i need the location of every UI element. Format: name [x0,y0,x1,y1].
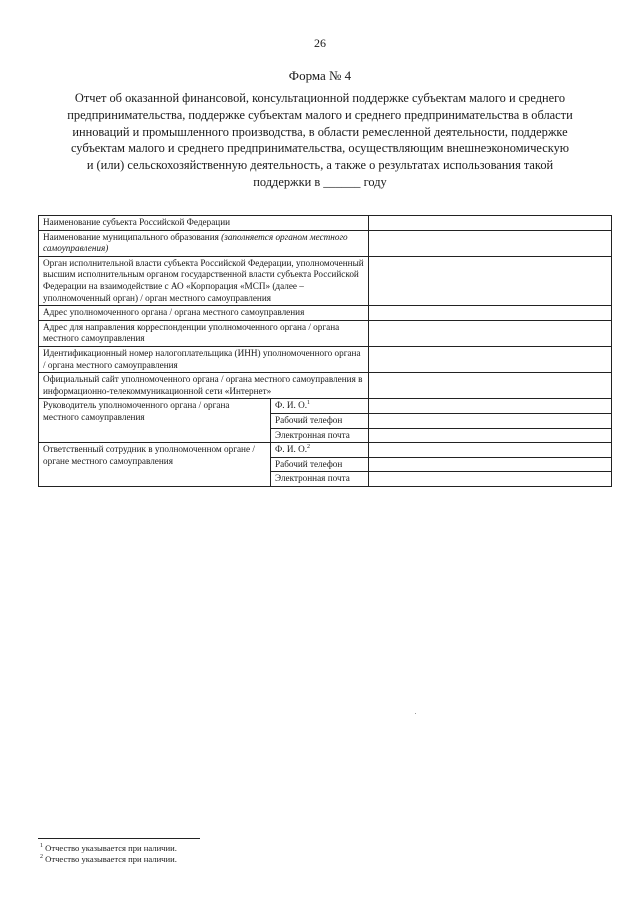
value-cell[interactable] [369,399,612,414]
footnotes [40,843,340,866]
footnote-ref: 1 [307,400,311,407]
label-cell: Адрес для направления корреспонденции уполномоченного органа / органа местного самоуправления [39,320,369,346]
footnote-text: Отчество указывается при наличии. [43,843,177,853]
table-row [39,320,612,346]
sublabel-cell: Рабочий телефон [271,413,369,428]
sublabel-cell: Электронная почта [271,472,369,487]
fio-label: Ф. И. О. [275,444,308,455]
label-cell: Официальный сайт уполномоченного органа / органа местного самоуправления в информационно-телекоммуникационной сети «Интернет» [39,373,369,399]
footnote-1 [40,843,340,854]
page-number: 26 [314,36,326,50]
table-row [39,306,612,321]
label-cell: Идентификационный номер налогоплательщика (ИНН) уполномоченного органа / органа местного самоуправления [39,346,369,372]
title-line: поддержки в ______ году [253,174,387,189]
label-cell: Адрес уполномоченного органа / органа местного самоуправления [39,306,369,321]
value-cell[interactable] [369,306,612,321]
footnote-2 [40,854,340,865]
footnote-mark: 2 [40,854,43,861]
title-line: предпринимательства, поддержке субъектам малого и среднего предпринимательства в области [67,107,573,122]
table-row [39,373,612,399]
sublabel-cell: Рабочий телефон [271,457,369,472]
fio-label: Ф. И. О. [275,400,308,411]
title-line: инноваций и промышленного производства, в области ремесленной деятельности, поддержке [72,124,568,139]
responsible-label-cell: Ответственный сотрудник в уполномоченном органе / органе местного самоуправления [39,443,271,487]
label-cell [39,230,369,256]
table-row [39,346,612,372]
value-cell[interactable] [369,216,612,231]
title-line: субъектам малого и среднего предпринимательства, осуществляющим внешнеэкономическую [70,141,570,156]
value-cell[interactable] [369,256,612,305]
head-label-cell: Руководитель уполномоченного органа / органа местного самоуправления [39,399,271,443]
footnote-divider [38,838,200,839]
value-cell[interactable] [369,457,612,472]
title-line: Отчет об оказанной финансовой, консультационной поддержке субъектам малого и среднего [74,91,566,105]
footnote-mark: 1 [40,843,43,850]
value-cell[interactable] [369,443,612,458]
form-number: Форма № 4 [288,68,352,83]
table-row [39,256,612,305]
value-cell[interactable] [369,472,612,487]
value-cell[interactable] [369,373,612,399]
title-line: и (или) сельскохозяйственную деятельность, а также о результатах использования такой [86,158,554,173]
value-cell[interactable] [369,428,612,443]
table-row [39,399,612,414]
table-row [39,216,612,231]
label-note: (заполняется органом местного самоуправления) [43,231,348,254]
value-cell[interactable] [369,230,612,256]
value-cell[interactable] [369,413,612,428]
scan-speck [415,713,416,714]
table-row [39,443,612,458]
table-row [39,230,612,256]
info-table [38,215,612,487]
label-text: Наименование муниципального образования [43,231,219,242]
sublabel-cell [271,399,369,414]
label-cell: Орган исполнительной власти субъекта Российской Федерации, уполномоченный высшим исполнительным органом государственной власти субъекта Российской Федерации на взаимодействие с АО «Корпорация «МСП» (далее – уполномоченный орган) / орган местного самоуправления [39,256,369,305]
sublabel-cell [271,443,369,458]
value-cell[interactable] [369,320,612,346]
value-cell[interactable] [369,346,612,372]
report-title [50,90,590,191]
footnote-text: Отчество указывается при наличии. [43,854,177,865]
label-cell: Наименование субъекта Российской Федерации [39,216,369,231]
footnote-ref: 2 [307,444,311,451]
sublabel-cell: Электронная почта [271,428,369,443]
